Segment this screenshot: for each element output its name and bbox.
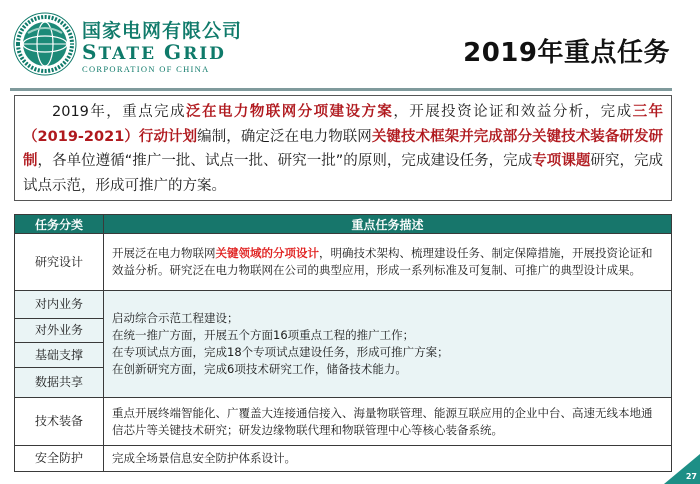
page-title: 2019年重点任务: [463, 38, 670, 68]
row-category: 对外业务: [15, 319, 104, 343]
tasks-table: [14, 214, 672, 472]
intro-text: ，开展投资论证和效益分析，完成: [393, 104, 633, 120]
intro-paragraph: [14, 95, 672, 201]
header-divider: [10, 88, 672, 91]
row-category: 基础支撑: [15, 343, 104, 368]
company-name-en: STATE GRID: [82, 40, 226, 64]
table-row: [15, 446, 672, 472]
intro-text: 研究，完成试点示范，形成可推广的方案。: [23, 153, 664, 194]
intro-highlight: 三年（2019-2021）行动计划: [23, 104, 664, 145]
intro-text: 2019年，重点完成: [52, 104, 187, 120]
header-description: 重点任务描述: [104, 215, 672, 234]
page-number-badge: [664, 454, 700, 484]
intro-text: 编制，确定泛在电力物联网: [197, 128, 372, 145]
intro-highlight: 泛在电力物联网分项建设方案: [186, 104, 394, 120]
row-category: 数据共享: [15, 368, 104, 398]
row-description: 重点开展终端智能化、广覆盖大连接通信接入、海量物联管理、能源互联应用的企业中台、高速无线本地通信芯片等关键技术研究；研发边缘物联代理和物联管理中心等核心装备系统。: [104, 398, 672, 446]
state-grid-logo-icon: [12, 11, 78, 77]
header-category: 任务分类: [15, 215, 104, 234]
row-description: 开展泛在电力物联网关键领域的分项设计，明确技术架构、梳理建设任务、制定保障措施，开展投资论证和效益分析。研究泛在电力物联网在公司的典型应用，形成一系列标准及可复制、可推广的典型设计成果。: [104, 234, 672, 291]
table-row: [15, 398, 672, 446]
table-header-row: [15, 215, 672, 234]
row-category: 对内业务: [15, 291, 104, 319]
row-category: 技术装备: [15, 398, 104, 446]
row-category: 研究设计: [15, 234, 104, 291]
intro-highlight: 专项课题: [532, 153, 591, 169]
table-row: [15, 234, 672, 291]
company-name-cn: 国家电网有限公司: [82, 20, 243, 42]
page-number: 27: [685, 472, 697, 481]
company-name: [82, 20, 242, 74]
company-name-en-sub: CORPORATION OF CHINA: [82, 64, 210, 74]
intro-text: ，各单位遵循“推广一批、试点一批、研究一批”的原则，完成建设任务，完成: [37, 153, 533, 169]
row-description: 完成全场景信息安全防护体系设计。: [104, 446, 672, 472]
table-row: [15, 291, 672, 319]
intro-highlight: 关键技术框架并完成部分关键技术装备研发研制: [23, 128, 664, 169]
row-category: 安全防护: [15, 446, 104, 472]
row-description: 启动综合示范工程建设； 在统一推广方面，开展五个方面16项重点工程的推广工作； 在专项试点方面，完成18个专项试点建设任务，形成可推广方案； 在创新研究方面，完成6项技术研究工作，储备技术能力。: [104, 291, 672, 398]
row-description-highlight: 关键领域的分项设计: [215, 246, 319, 260]
